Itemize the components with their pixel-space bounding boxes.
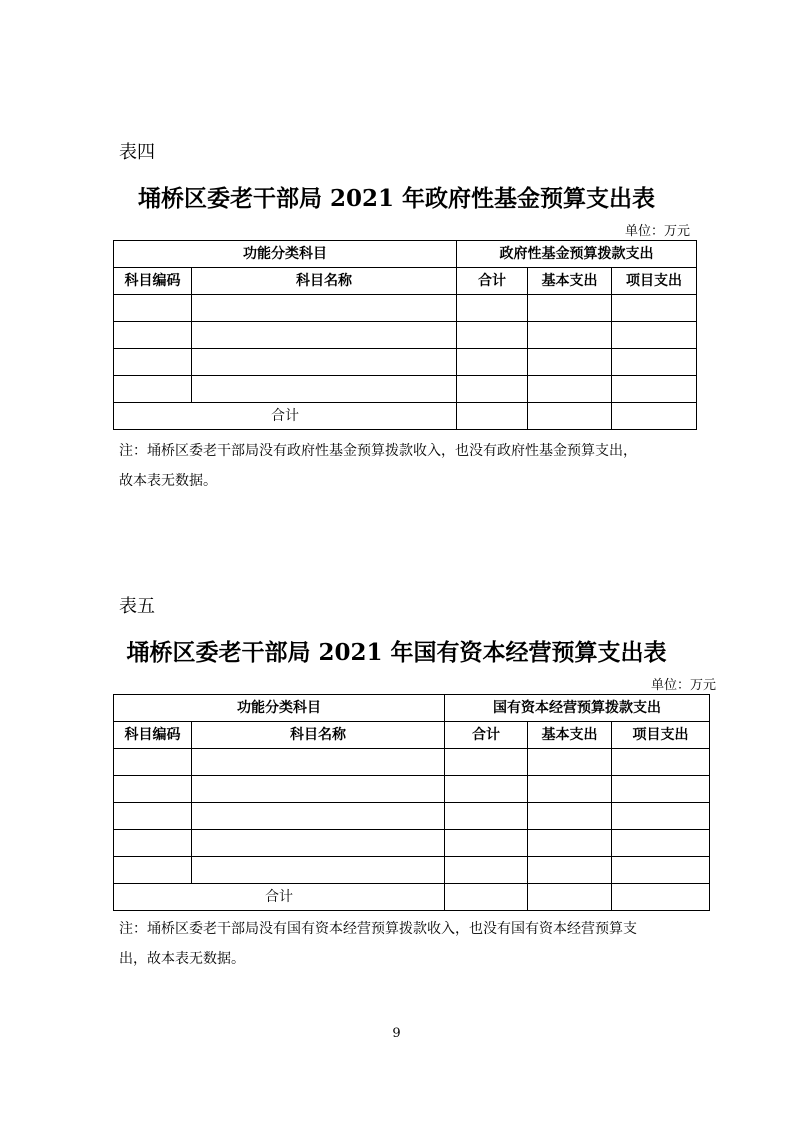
table-cell [445, 884, 528, 911]
table4-header-func: 功能分类科目 [114, 241, 457, 268]
table-row [114, 349, 697, 376]
table4-total-row [114, 403, 697, 430]
table5-col-name: 科目名称 [192, 722, 445, 749]
table-cell [114, 857, 192, 884]
table5-header-group-row [114, 695, 710, 722]
table4-note-line1: 注：埇桥区委老干部局没有政府性基金预算拨款收入，也没有政府性基金预算支出， [119, 443, 637, 459]
table-cell [612, 857, 710, 884]
table4-note [119, 436, 719, 496]
table-cell [528, 830, 612, 857]
table-row [114, 295, 697, 322]
table-row [114, 803, 710, 830]
table-cell [192, 322, 457, 349]
table-cell [612, 830, 710, 857]
table4-title: 埇桥区委老干部局 2021 年政府性基金预算支出表 [137, 185, 656, 212]
table-cell [445, 830, 528, 857]
table4-total-label: 合计 [114, 403, 457, 430]
table5-label: 表五 [119, 596, 155, 617]
table-cell [528, 776, 612, 803]
table4-unit: 单位：万元 [624, 224, 690, 239]
table5-total-row [114, 884, 710, 911]
table4-col-name: 科目名称 [192, 268, 457, 295]
table-cell [528, 857, 612, 884]
table-cell [192, 857, 445, 884]
table-row [114, 376, 697, 403]
table-cell [457, 376, 528, 403]
table-cell [114, 803, 192, 830]
table5-header-func: 功能分类科目 [114, 695, 445, 722]
table-cell [612, 749, 710, 776]
table-cell [445, 803, 528, 830]
table5-col-total: 合计 [445, 722, 528, 749]
table5-col-project: 项目支出 [612, 722, 710, 749]
table4-header-row [114, 268, 697, 295]
table-cell [457, 349, 528, 376]
table4-note-line2: 故本表无数据。 [119, 473, 217, 489]
table-row [114, 749, 710, 776]
table-cell [192, 776, 445, 803]
table-cell [192, 830, 445, 857]
table-cell [114, 776, 192, 803]
table-cell [192, 749, 445, 776]
table-cell [612, 403, 697, 430]
page-number: 9 [392, 1026, 401, 1041]
table-cell [445, 857, 528, 884]
table5-unit: 单位：万元 [650, 678, 716, 693]
table-cell [457, 322, 528, 349]
table-cell [528, 403, 612, 430]
table5-col-basic: 基本支出 [528, 722, 612, 749]
table5-title: 埇桥区委老干部局 2021 年国有资本经营预算支出表 [126, 639, 667, 666]
table-cell [612, 776, 710, 803]
table-cell [114, 749, 192, 776]
table4-label: 表四 [119, 142, 155, 163]
table4-header-group-row [114, 241, 697, 268]
table-cell [612, 803, 710, 830]
table-cell [445, 749, 528, 776]
table-cell [114, 830, 192, 857]
table5-total-label: 合计 [114, 884, 445, 911]
table-cell [114, 349, 192, 376]
table-cell [445, 776, 528, 803]
table-row [114, 322, 697, 349]
table4-col-total: 合计 [457, 268, 528, 295]
table-cell [528, 376, 612, 403]
table-cell [528, 322, 612, 349]
table-cell [528, 349, 612, 376]
table-cell [612, 349, 697, 376]
table-cell [612, 295, 697, 322]
table4 [113, 240, 697, 430]
table-cell [192, 803, 445, 830]
table-cell [192, 349, 457, 376]
table5-note-line1: 注：埇桥区委老干部局没有国有资本经营预算拨款收入，也没有国有资本经营预算支 [119, 921, 637, 937]
table-cell [457, 295, 528, 322]
table-cell [192, 376, 457, 403]
table5-note-line2: 出，故本表无数据。 [119, 951, 245, 967]
table-cell [528, 803, 612, 830]
table-cell [528, 749, 612, 776]
table-cell [612, 376, 697, 403]
table-cell [114, 376, 192, 403]
table-cell [528, 884, 612, 911]
table5-header-row [114, 722, 710, 749]
table-cell [114, 295, 192, 322]
table-cell [457, 403, 528, 430]
table-row [114, 857, 710, 884]
table-cell [612, 322, 697, 349]
table5-header-expense: 国有资本经营预算拨款支出 [445, 695, 710, 722]
table-row [114, 776, 710, 803]
table4-header-expense: 政府性基金预算拨款支出 [457, 241, 697, 268]
table4-col-code: 科目编码 [114, 268, 192, 295]
table-cell [612, 884, 710, 911]
table5-col-code: 科目编码 [114, 722, 192, 749]
table4-col-basic: 基本支出 [528, 268, 612, 295]
table-cell [192, 295, 457, 322]
table-cell [114, 322, 192, 349]
table5 [113, 694, 710, 911]
table-row [114, 830, 710, 857]
table5-note [119, 914, 719, 974]
table-cell [528, 295, 612, 322]
table4-col-project: 项目支出 [612, 268, 697, 295]
